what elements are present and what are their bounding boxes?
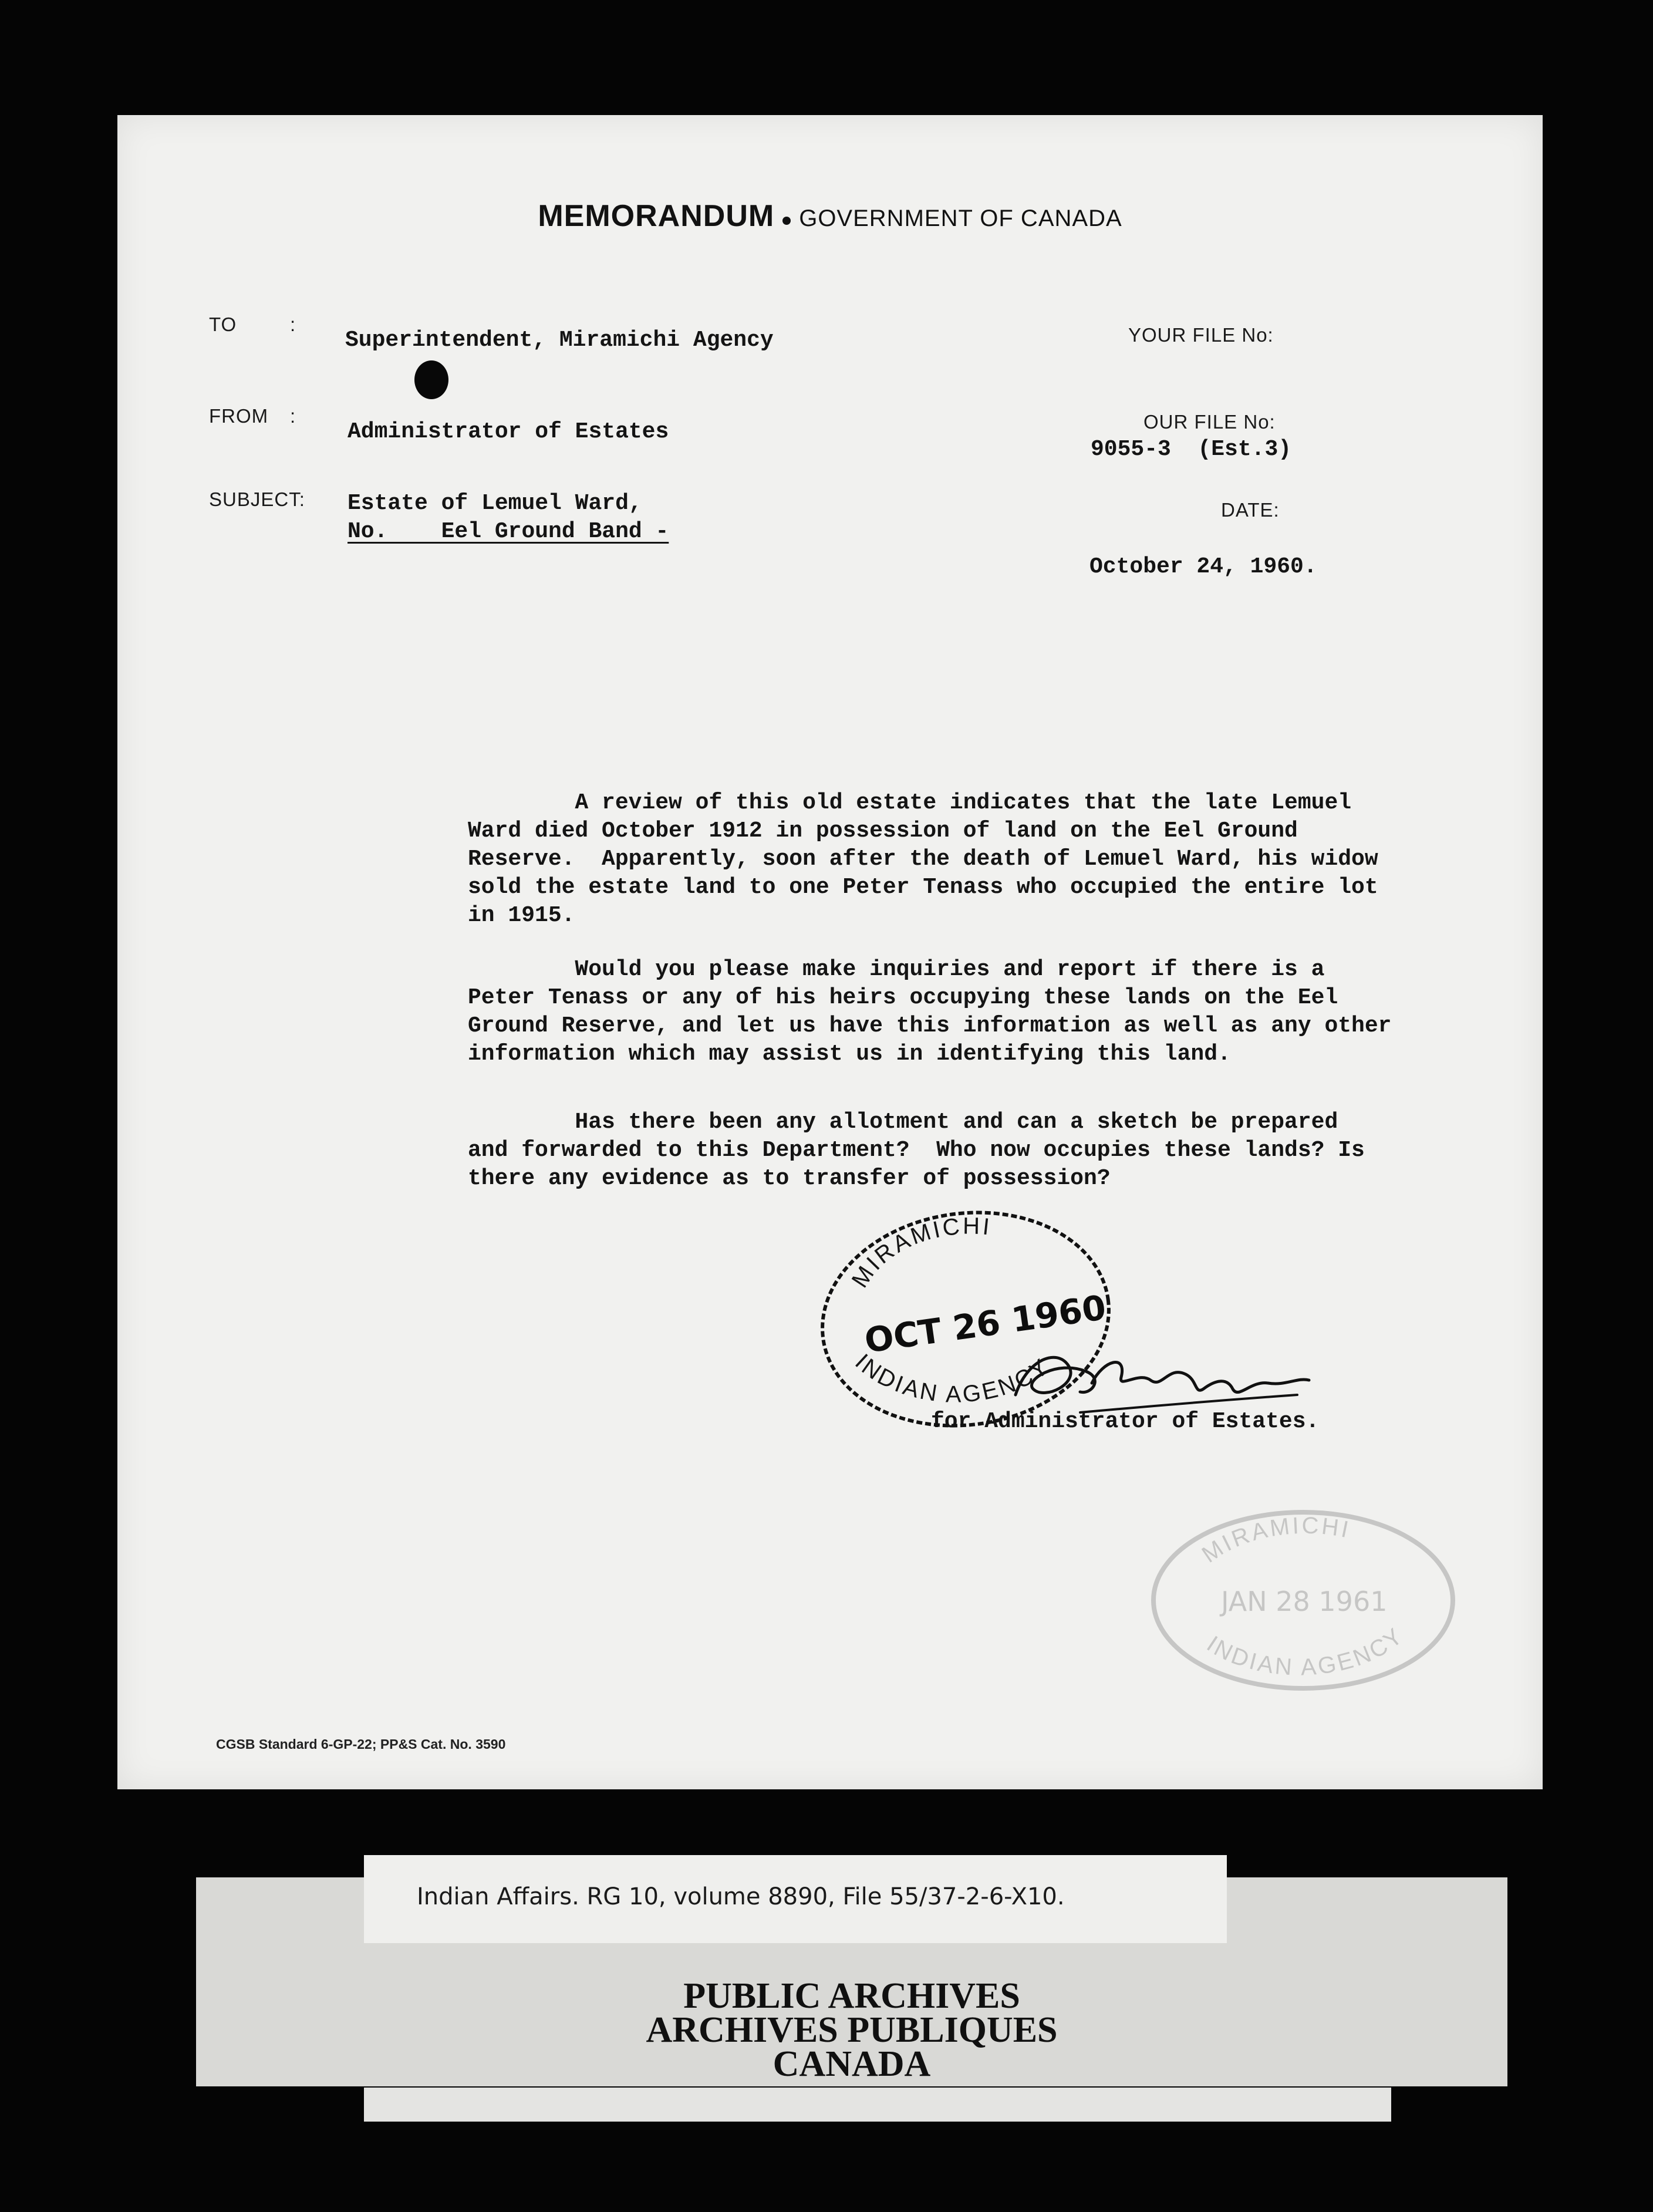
to-value: Superintendent, Miramichi Agency <box>345 328 774 353</box>
stamp-top-text: MIRAMICHI <box>846 1213 993 1293</box>
bullet-icon <box>782 217 791 225</box>
faded-stamp <box>1139 1500 1468 1700</box>
to-label: TO <box>209 313 237 335</box>
to-colon: : <box>290 313 296 335</box>
handwritten-signature <box>992 1324 1321 1430</box>
your-file-label: YOUR FILE No: <box>1128 324 1274 346</box>
subject-line-2: No. Eel Ground Band - <box>348 519 669 544</box>
stamp-date: OCT 26 1960 <box>862 1287 1109 1361</box>
faded-stamp-bottom-text: INDIAN AGENCY <box>1202 1622 1409 1681</box>
subject-label: SUBJECT: <box>209 488 305 510</box>
letterhead <box>117 198 1543 234</box>
date-value: October 24, 1960. <box>1089 554 1317 579</box>
archive-line-2: ARCHIVES PUBLIQUES <box>646 2010 1058 2050</box>
body-paragraph-1: A review of this old estate indicates that the late Lemuel Ward died October 1912 in possession of land on the Eel Ground Reserve. Apparently, soon after the death of Lemuel Ward, his widow sold the estate land to one Peter Tenass who occupied the entire lot in 1915. <box>468 790 1378 928</box>
letterhead-title: MEMORANDUM <box>538 199 775 233</box>
subject-line-1: Estate of Lemuel Ward, <box>348 491 642 516</box>
punch-hole <box>414 360 448 399</box>
from-value: Administrator of Estates <box>348 419 669 444</box>
from-label: FROM <box>209 405 269 427</box>
archive-line-1: PUBLIC ARCHIVES <box>683 1976 1020 2016</box>
body-paragraph-3: Has there been any allotment and can a sketch be prepared and forwarded to this Department? Who now occupies these lands? Is there any evidence as to transfer of possession? <box>468 1110 1365 1191</box>
from-colon: : <box>290 405 296 427</box>
faded-stamp-top-text: MIRAMICHI <box>1197 1512 1353 1568</box>
archive-reference: Indian Affairs. RG 10, volume 8890, File 55/37-2-6-X10. <box>417 1883 1065 1910</box>
date-label: DATE: <box>1221 499 1280 521</box>
form-footnote: CGSB Standard 6-GP-22; PP&S Cat. No. 3590 <box>216 1736 506 1752</box>
card-bottom-strip <box>364 2088 1391 2122</box>
our-file-value: 9055-3 (Est.3) <box>1091 437 1292 462</box>
letterhead-subtitle: GOVERNMENT OF CANADA <box>799 205 1122 231</box>
our-file-label: OUR FILE No: <box>1143 411 1276 433</box>
stamp-bottom-text: INDIAN AGENCY <box>850 1349 1055 1408</box>
body-paragraph-2: Would you please make inquiries and report if there is a Peter Tenass or any of his heirs occupying these lands on the Eel Ground Reserve, and let us have this information as well as any other information which may assist us in identifying this land. <box>468 957 1392 1067</box>
faded-stamp-date: JAN 28 1961 <box>1221 1586 1388 1617</box>
archive-line-3: CANADA <box>772 2044 931 2084</box>
signature-title: for Administrator of Estates. <box>931 1409 1320 1434</box>
memo-sheet <box>117 115 1543 1789</box>
